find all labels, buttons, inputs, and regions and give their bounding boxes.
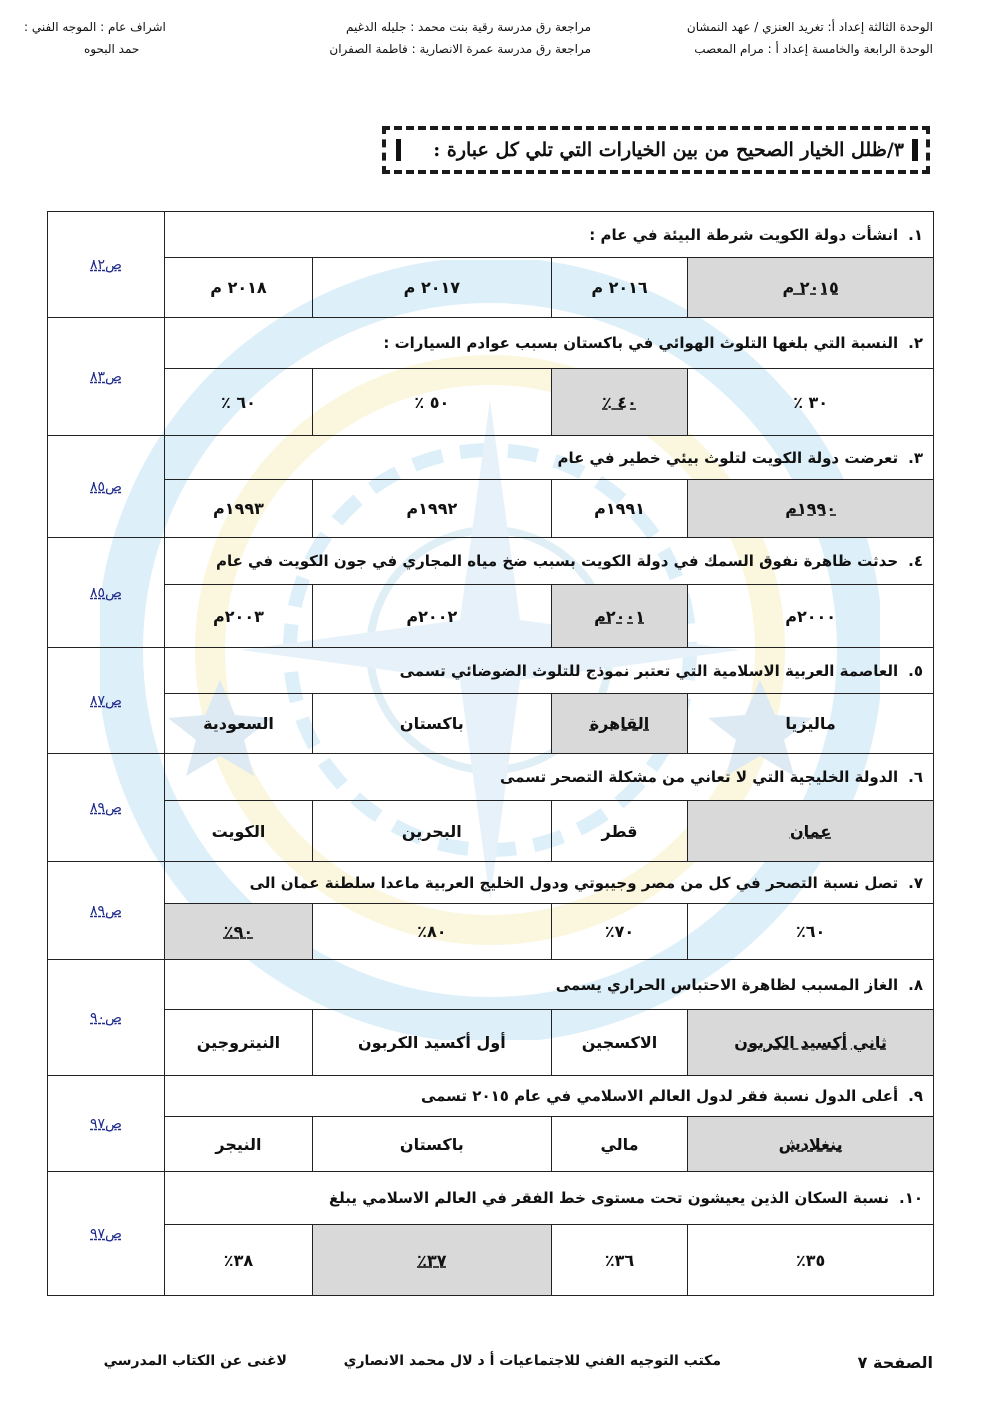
question-page-ref: ص٩٠	[48, 960, 165, 1076]
option-cell[interactable]: باكستان	[312, 694, 551, 754]
instruction-bar-end	[396, 139, 401, 161]
option-cell-selected[interactable]: القاهرة	[551, 694, 688, 754]
question-number: ٢.	[908, 334, 923, 352]
question-page-ref: ص٨٩	[48, 754, 165, 862]
option-cell-selected[interactable]: عمان	[688, 801, 934, 862]
option-cell[interactable]: ٢٠١٨ م	[165, 258, 313, 318]
option-cell-selected[interactable]: ٣٧٪	[312, 1225, 551, 1296]
question-label: أعلى الدول نسبة فقر لدول العالم الاسلامي في عام ٢٠١٥ تسمى	[420, 1087, 899, 1105]
option-cell[interactable]: ٢٠١٧ م	[312, 258, 551, 318]
option-cell[interactable]: ٢٠٠٣م	[165, 585, 313, 648]
question-row	[48, 1076, 934, 1117]
option-cell[interactable]: ٥٠ ٪	[312, 369, 551, 436]
question-label: العاصمة العربية الاسلامية التي تعتبر نموذج للتلوث الضوضائي تسمى	[399, 661, 899, 680]
option-cell[interactable]: قطر	[551, 801, 688, 862]
option-cell[interactable]: ١٩٩٣م	[165, 480, 313, 538]
question-text	[165, 436, 934, 480]
question-text	[165, 960, 934, 1010]
instruction-bar	[912, 139, 918, 161]
question-page-ref: ص٨٣	[48, 318, 165, 436]
option-cell-selected[interactable]: ٤٠ ٪	[551, 369, 688, 436]
options-row	[48, 694, 934, 754]
question-page-ref: ص٨٢	[48, 212, 165, 318]
option-cell[interactable]: الاكسجين	[551, 1010, 688, 1076]
options-row	[48, 1010, 934, 1076]
question-row	[48, 212, 934, 258]
option-cell[interactable]: النيجر	[165, 1117, 313, 1172]
question-text	[165, 1172, 934, 1225]
option-cell[interactable]: السعودية	[165, 694, 313, 754]
option-cell[interactable]: ٣٦٪	[551, 1225, 688, 1296]
question-number: ٦.	[908, 768, 923, 786]
question-row	[48, 538, 934, 585]
question-page-ref: ص٨٥	[48, 538, 165, 648]
question-row	[48, 436, 934, 480]
question-label: النسبة التي بلغها التلوث الهوائي في باكستان بسبب عوادم السيارات :	[383, 334, 899, 352]
footer-page-number: الصفحة ٧	[857, 1353, 933, 1372]
option-cell[interactable]: أول أكسيد الكربون	[312, 1010, 551, 1076]
question-text	[165, 754, 934, 801]
option-cell[interactable]: ٧٠٪	[551, 904, 688, 960]
question-text	[165, 862, 934, 904]
questions-table	[47, 211, 934, 1296]
option-cell[interactable]: ٣٠ ٪	[688, 369, 934, 436]
question-page-ref: ص٨٥	[48, 436, 165, 538]
question-label: حدثت ظاهرة نفوق السمك في دولة الكويت بسبب ضخ مياه المجاري في جون الكويت في عام	[215, 552, 899, 570]
option-cell-selected[interactable]: بنغلادش	[688, 1117, 934, 1172]
option-cell[interactable]: ٢٠١٦ م	[551, 258, 688, 318]
question-label: انشأت دولة الكويت شرطة البيئة في عام :	[589, 225, 899, 244]
question-row	[48, 648, 934, 694]
question-row	[48, 862, 934, 904]
option-cell-selected[interactable]: ٩٠٪	[165, 904, 313, 960]
question-number: ٨.	[908, 975, 923, 994]
option-cell[interactable]: الكويت	[165, 801, 313, 862]
question-number: ٤.	[908, 552, 923, 570]
option-cell[interactable]: النيتروجين	[165, 1010, 313, 1076]
footer-note: لاغنى عن الكتاب المدرسي	[103, 1353, 287, 1369]
option-cell[interactable]: ماليزيا	[688, 694, 934, 754]
question-row	[48, 318, 934, 369]
options-row	[48, 904, 934, 960]
options-row	[48, 369, 934, 436]
header-review1: مراجعة رق مدرسة رقية بنت محمد : جليله الدغيم	[345, 20, 591, 34]
options-row	[48, 1117, 934, 1172]
question-number: ٩.	[908, 1087, 923, 1105]
option-cell-selected[interactable]: ١٩٩٠م	[688, 480, 934, 538]
options-row	[48, 258, 934, 318]
question-row	[48, 754, 934, 801]
option-cell-selected[interactable]: ٢٠١٥ م	[688, 258, 934, 318]
header-supervision: اشراف عام : الموجه الفني :	[24, 20, 166, 34]
question-number: ٧.	[908, 873, 923, 892]
question-text	[165, 212, 934, 258]
option-cell-selected[interactable]: ٢٠٠١م	[551, 585, 688, 648]
footer-office: مكتب التوجيه الفني للاجتماعيات أ د لال محمد الانصاري	[343, 1353, 721, 1369]
option-cell[interactable]: ٣٥٪	[688, 1225, 934, 1296]
instruction-text: ٣/ظلل الخيار الصحيح من بين الخيارات التي تلي كل عبارة :	[433, 139, 904, 161]
question-text	[165, 648, 934, 694]
question-number: ٣.	[908, 448, 923, 467]
option-cell[interactable]: ٢٠٠٢م	[312, 585, 551, 648]
header-supervisor-name: حمد البحوه	[84, 42, 140, 56]
instruction-box	[382, 126, 930, 174]
question-page-ref: ص٨٧	[48, 648, 165, 754]
option-cell[interactable]: ١٩٩١م	[551, 480, 688, 538]
question-number: ١٠.	[898, 1189, 923, 1207]
question-label: تعرضت دولة الكويت لتلوث بيئي خطير في عام	[557, 448, 899, 467]
question-number: ٥.	[908, 661, 923, 680]
question-label: نسبة السكان الذين يعيشون تحت مستوى خط الفقر في العالم الاسلامي يبلغ	[328, 1189, 889, 1207]
options-row	[48, 585, 934, 648]
option-cell[interactable]: ٣٨٪	[165, 1225, 313, 1296]
question-text	[165, 318, 934, 369]
question-page-ref: ص٩٧	[48, 1076, 165, 1172]
option-cell[interactable]: ٢٠٠٠م	[688, 585, 934, 648]
question-number: ١.	[908, 225, 923, 244]
option-cell[interactable]: ٨٠٪	[312, 904, 551, 960]
option-cell[interactable]: ٦٠٪	[688, 904, 934, 960]
question-row	[48, 1172, 934, 1225]
options-row	[48, 480, 934, 538]
option-cell[interactable]: باكستان	[312, 1117, 551, 1172]
header-review2: مراجعة رق مدرسة عمرة الانصارية : فاطمة الصفران	[329, 42, 591, 56]
option-cell-selected[interactable]: ثاني أكسيد الكربون	[688, 1010, 934, 1076]
question-row	[48, 960, 934, 1010]
question-text	[165, 1076, 934, 1117]
options-row	[48, 1225, 934, 1296]
question-label: الدولة الخليجية التي لا تعاني من مشكلة التصحر تسمى	[500, 768, 899, 786]
question-page-ref: ص٩٧	[48, 1172, 165, 1296]
question-text	[165, 538, 934, 585]
question-label: تصل نسبة التصحر في كل من مصر وجيبوتي ودول الخليج العربية ماعدا سلطنة عمان الى	[249, 873, 899, 892]
header-unit45: الوحدة الرابعة والخامسة إعداد أ : مرام المعصب	[694, 42, 933, 56]
option-cell[interactable]: مالي	[551, 1117, 688, 1172]
options-row	[48, 801, 934, 862]
option-cell[interactable]: ١٩٩٢م	[312, 480, 551, 538]
option-cell[interactable]: ٦٠ ٪	[165, 369, 313, 436]
header-unit3: الوحدة الثالثة إعداد أ: تغريد العنزي / عهد النمشان	[686, 20, 933, 34]
question-label: الغاز المسبب لظاهرة الاحتباس الحراري يسمى	[555, 975, 899, 994]
question-page-ref: ص٨٩	[48, 862, 165, 960]
option-cell[interactable]: البحرين	[312, 801, 551, 862]
